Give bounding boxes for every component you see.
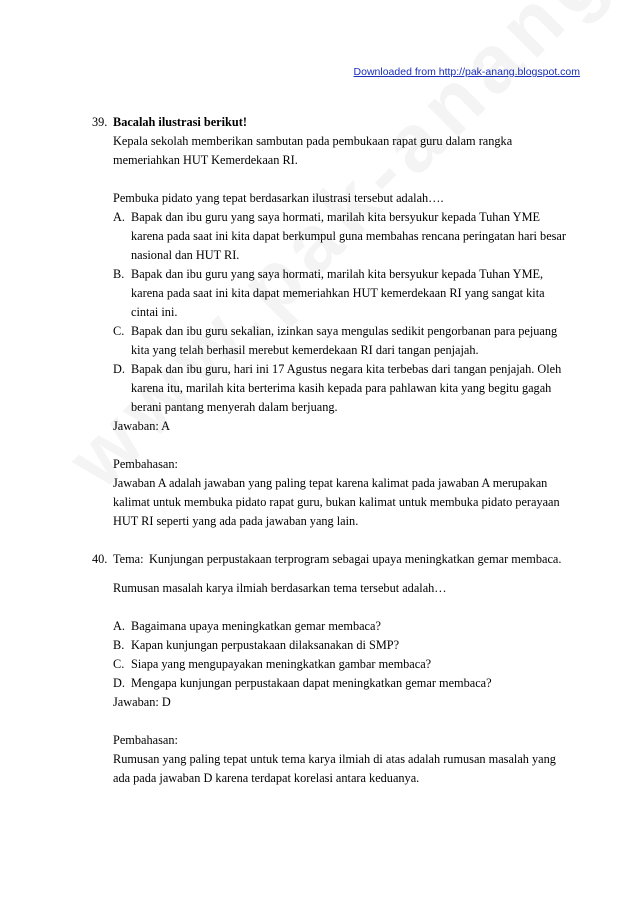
question-number: 39. xyxy=(92,115,108,129)
option-d xyxy=(113,360,572,417)
option-letter: C. xyxy=(113,657,125,671)
option-text: Bapak dan ibu guru yang saya hormati, marilah kita bersyukur kepada Tuhan YME karena pada saat ini kita dapat berkumpul guna membahas rencana peringatan hari besar nasional dan HUT RI. xyxy=(131,210,566,262)
option-c xyxy=(113,655,572,674)
question-title: Bacalah ilustrasi berikut! xyxy=(113,115,247,129)
discussion-text: Rumusan yang paling tepat untuk tema karya ilmiah di atas adalah rumusan masalah yang ada pada jawaban D karena terdapat korelasi antara keduanya. xyxy=(113,752,556,785)
question-text: Pembuka pidato yang tepat berdasarkan ilustrasi tersebut adalah…. xyxy=(113,191,444,205)
option-text: Bagaimana upaya meningkatkan gemar membaca? xyxy=(131,619,381,633)
option-letter: B. xyxy=(113,267,125,281)
option-a xyxy=(113,208,572,265)
document-body xyxy=(92,113,572,788)
option-letter: A. xyxy=(113,210,125,224)
option-letter: C. xyxy=(113,324,125,338)
option-b xyxy=(113,636,572,655)
tema-text: Kunjungan perpustakaan terprogram sebagai upaya meningkatkan gemar membaca. xyxy=(149,552,562,566)
discussion-label: Pembahasan: xyxy=(113,733,178,747)
option-text: Bapak dan ibu guru yang saya hormati, marilah kita bersyukur kepada Tuhan YME, karena pada saat ini kita dapat memeriahkan HUT kemerdekaan RI yang sangat kita cintai ini. xyxy=(131,267,545,319)
discussion-text: Jawaban A adalah jawaban yang paling tepat karena kalimat pada jawaban A merupakan kalimat untuk membuka pidato rapat guru, bukan kalimat untuk membuka pidato perayaan HUT RI seperti yang ada pada jawaban yang lain. xyxy=(113,476,560,528)
option-text: Siapa yang mengupayakan meningkatkan gambar membaca? xyxy=(131,657,432,671)
option-letter: B. xyxy=(113,638,125,652)
option-text: Bapak dan ibu guru, hari ini 17 Agustus negara kita terbebas dari tangan penjajah. Oleh karena itu, marilah kita berterima kasih kepada para pahlawan kita yang begitu gagah berani pantang menyerah dalam berjuang. xyxy=(131,362,562,414)
tema-label: Tema: xyxy=(113,552,144,566)
question-number: 40. xyxy=(92,552,108,566)
option-letter: D. xyxy=(113,362,125,376)
illustration-text: Kepala sekolah memberikan sambutan pada pembukaan rapat guru dalam rangka memeriahkan HUT Kemerdekaan RI. xyxy=(113,134,513,167)
option-d xyxy=(113,674,572,693)
answer: Jawaban: D xyxy=(113,695,171,709)
option-text: Bapak dan ibu guru sekalian, izinkan saya mengulas sedikit pengorbanan para pejuang kita yang telah berhasil merebut kemerdekaan RI dari tangan penjajah. xyxy=(131,324,558,357)
option-text: Kapan kunjungan perpustakaan dilaksanakan di SMP? xyxy=(131,638,400,652)
question-39 xyxy=(92,113,572,531)
option-text: Mengapa kunjungan perpustakaan dapat meningkatkan gemar membaca? xyxy=(131,676,492,690)
option-c xyxy=(113,322,572,360)
discussion-label: Pembahasan: xyxy=(113,457,178,471)
option-letter: D. xyxy=(113,676,125,690)
option-b xyxy=(113,265,572,322)
question-text: Rumusan masalah karya ilmiah berdasarkan tema tersebut adalah… xyxy=(113,581,447,595)
answer: Jawaban: A xyxy=(113,419,171,433)
option-a xyxy=(113,617,572,636)
option-letter: A. xyxy=(113,619,125,633)
download-link[interactable]: Downloaded from http://pak-anang.blogspot.com xyxy=(353,66,580,78)
question-40 xyxy=(92,550,572,788)
tema xyxy=(113,550,572,569)
